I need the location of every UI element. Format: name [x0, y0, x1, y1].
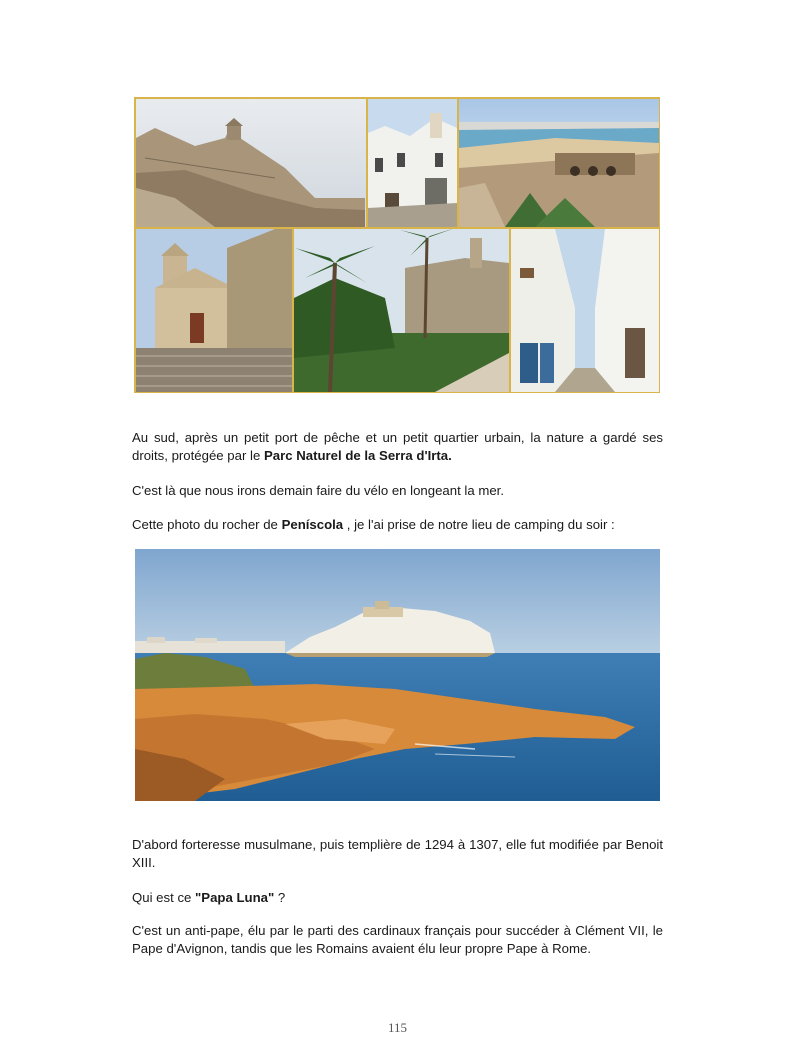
- paragraph-text: , je l'ai prise de notre lieu de camping du soir :: [343, 517, 615, 532]
- white-street-photo: [368, 99, 457, 227]
- paragraph-text: Qui est ce: [132, 890, 196, 905]
- page-number: 115: [387, 1020, 408, 1035]
- paragraph-photo-intro: [132, 516, 663, 534]
- park-name: Parc Naturel de la Serra d'Irta.: [263, 448, 452, 463]
- paragraph-serra-irta: [132, 429, 663, 465]
- place-name: Peníscola: [281, 517, 344, 532]
- palm-garden-photo: [294, 228, 509, 392]
- paragraph-bike-plan: C'est là que nous irons demain faire du vélo en longeant la mer.: [132, 483, 504, 498]
- beach-bay-photo: [459, 99, 659, 227]
- paragraph-text: ?: [274, 890, 286, 905]
- paragraph-antipope: C'est un anti-pape, élu par le parti des cardinaux français pour succéder à Clément VII, le Pape d'Avignon, tandis que les Romains avaient élu leur propre Pape à Rome.: [132, 923, 663, 956]
- photo-collage: [134, 97, 660, 393]
- peniscola-rock-photo: [135, 549, 660, 801]
- paragraph-text: Cette photo du rocher de: [132, 517, 282, 532]
- narrow-alley-photo: [511, 229, 659, 392]
- paragraph-history: D'abord forteresse musulmane, puis templière de 1294 à 1307, elle fut modifiée par Benoit XIII.: [132, 837, 663, 870]
- castle-rampart-photo: [136, 99, 366, 227]
- paragraph-question: [132, 889, 663, 907]
- papa-luna-name: "Papa Luna": [195, 890, 275, 905]
- paragraph-text: Au sud, après un petit port de pêche et un petit quartier urbain, la nature a gardé ses droits, protégée par le: [132, 430, 663, 463]
- church-steps-photo: [136, 229, 292, 392]
